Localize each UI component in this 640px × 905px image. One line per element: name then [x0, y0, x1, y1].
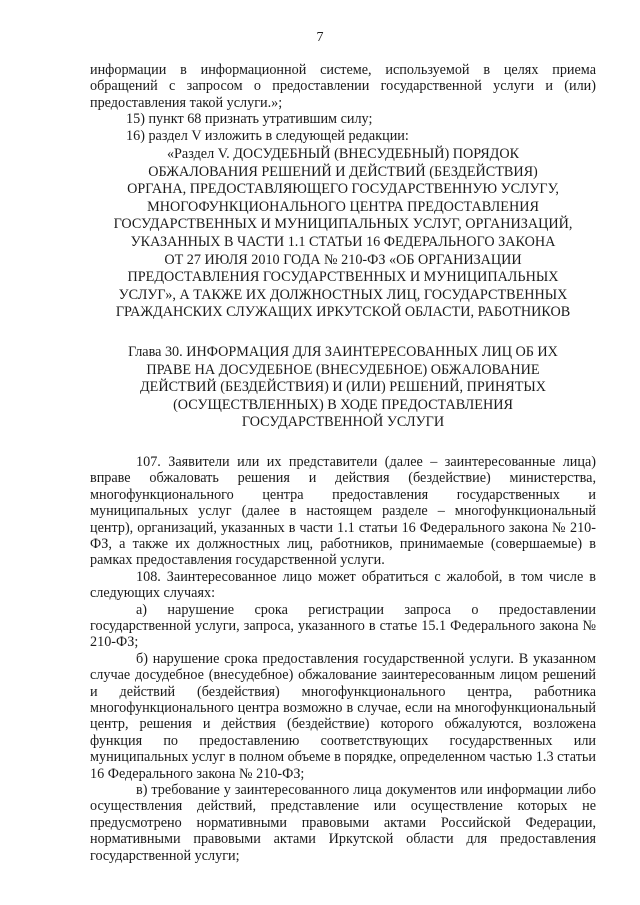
chapter-title-line: ДЕЙСТВИЙ (БЕЗДЕЙСТВИЯ) И (ИЛИ) РЕШЕНИЙ, ПРИНЯТЫХ — [140, 379, 546, 396]
intro-line: информации в информационной системе, используемой в целях приема — [90, 62, 596, 78]
section-title-line: ОТ 27 ИЮЛЯ 2010 ГОДА № 210-ФЗ «ОБ ОРГАНИЗАЦИИ — [164, 251, 522, 268]
intro-line: обращений с запросом о предоставлении государственной услуги и (или) — [90, 78, 596, 95]
chapter-title-line: (ОСУЩЕСТВЛЕННЫХ) В ХОДЕ ПРЕДОСТАВЛЕНИЯ — [173, 396, 513, 413]
paragraph-107: 107. Заявители или их представители (далее – заинтересованные лица) вправе обжаловать решения и действия (бездействие) министерства, многофункционального центра предоставления государственных и муниципальных услуг (далее в настоящем разделе – многофункциональный центр), организаций, указанных в части 1.1 статьи 16 Федерального закона № 210-ФЗ, а также их должностных лиц, работников, принимаемые (совершаемые) в рамках предоставления государственной услуги. — [90, 453, 596, 569]
item-15-text: 15) пункт 68 признать утратившим силу; — [126, 111, 373, 128]
section-title-line: ОБЖАЛОВАНИЯ РЕШЕНИЙ И ДЕЙСТВИЙ (БЕЗДЕЙСТВИЯ) — [148, 163, 538, 180]
section-title-line: «Раздел V. ДОСУДЕБНЫЙ (ВНЕСУДЕБНЫЙ) ПОРЯДОК — [166, 146, 520, 163]
paragraph-108-a: а) нарушение срока регистрации запроса о предоставлении государственной услуги, запроса, указанного в статье 15.1 Федерального закона № 210-ФЗ; — [90, 601, 596, 651]
item-16-text: 16) раздел V изложить в следующей редакции: — [126, 127, 409, 144]
paragraph-108-b: б) нарушение срока предоставления государственной услуги. В указанном случае досудебное (внесудебное) обжалование заинтересованным лицом решений и действий (бездействия) многофункционального центра, работника многофункционального центра возможно в случае, если на многофункциональный центр, решения и действия (бездействие) которого обжалуются, возложена функция по предоставлению соответствующих государственных или муниципальных услуг в полном объеме в порядке, определенном частью 1.3 статьи 16 Федерального закона № 210-ФЗ; — [90, 650, 596, 782]
intro-paragraph — [90, 62, 596, 111]
section-title-line: МНОГОФУНКЦИОНАЛЬНОГО ЦЕНТРА ПРЕДОСТАВЛЕНИЯ — [147, 198, 539, 215]
chapter-title-line: ПРАВЕ НА ДОСУДЕБНОЕ (ВНЕСУДЕБНОЕ) ОБЖАЛОВАНИЕ — [146, 361, 540, 378]
section-title-line: ГРАЖДАНСКИХ СЛУЖАЩИХ ИРКУТСКОЙ ОБЛАСТИ, РАБОТНИКОВ — [115, 304, 571, 321]
section-title-line: ОРГАНА, ПРЕДОСТАВЛЯЮЩЕГО ГОСУДАРСТВЕННУЮ УСЛУГУ, — [127, 181, 559, 198]
section-title-line: УКАЗАННЫХ В ЧАСТИ 1.1 СТАТЬИ 16 ФЕДЕРАЛЬНОГО ЗАКОНА — [130, 234, 556, 250]
document-body — [90, 62, 596, 864]
chapter-title-line: ГОСУДАРСТВЕННОЙ УСЛУГИ — [241, 414, 445, 431]
section-title-line: ГОСУДАРСТВЕННЫХ И МУНИЦИПАЛЬНЫХ УСЛУГ, ОРГАНИЗАЦИЙ, — [113, 216, 573, 233]
item-15 — [90, 111, 596, 127]
paragraph-108-v: в) требование у заинтересованного лица документов или информации либо осуществления действий, представление или осуществление которых не предусмотрено нормативными правовыми актами Российской Федерации, нормативными правовыми актами Иркутской области для предоставления государственной услуги; — [90, 782, 596, 864]
paragraph-108: 108. Заинтересованное лицо может обратиться с жалобой, в том числе в следующих случаях: — [90, 568, 596, 602]
item-16 — [90, 128, 596, 144]
section-title-line: УСЛУГ», А ТАКЖЕ ИХ ДОЛЖНОСТНЫХ ЛИЦ, ГОСУДАРСТВЕННЫХ — [118, 286, 568, 303]
page-number: 7 — [316, 30, 324, 45]
section-title — [90, 146, 596, 322]
section-title-line: ПРЕДОСТАВЛЕНИЯ ГОСУДАРСТВЕННЫХ И МУНИЦИПАЛЬНЫХ — [127, 269, 559, 286]
intro-line: предоставления такой услуги.»; — [90, 94, 283, 111]
chapter-title-line: Глава 30. ИНФОРМАЦИЯ ДЛЯ ЗАИНТЕРЕСОВАННЫХ ЛИЦ ОБ ИХ — [128, 343, 558, 360]
chapter-title — [90, 344, 596, 432]
